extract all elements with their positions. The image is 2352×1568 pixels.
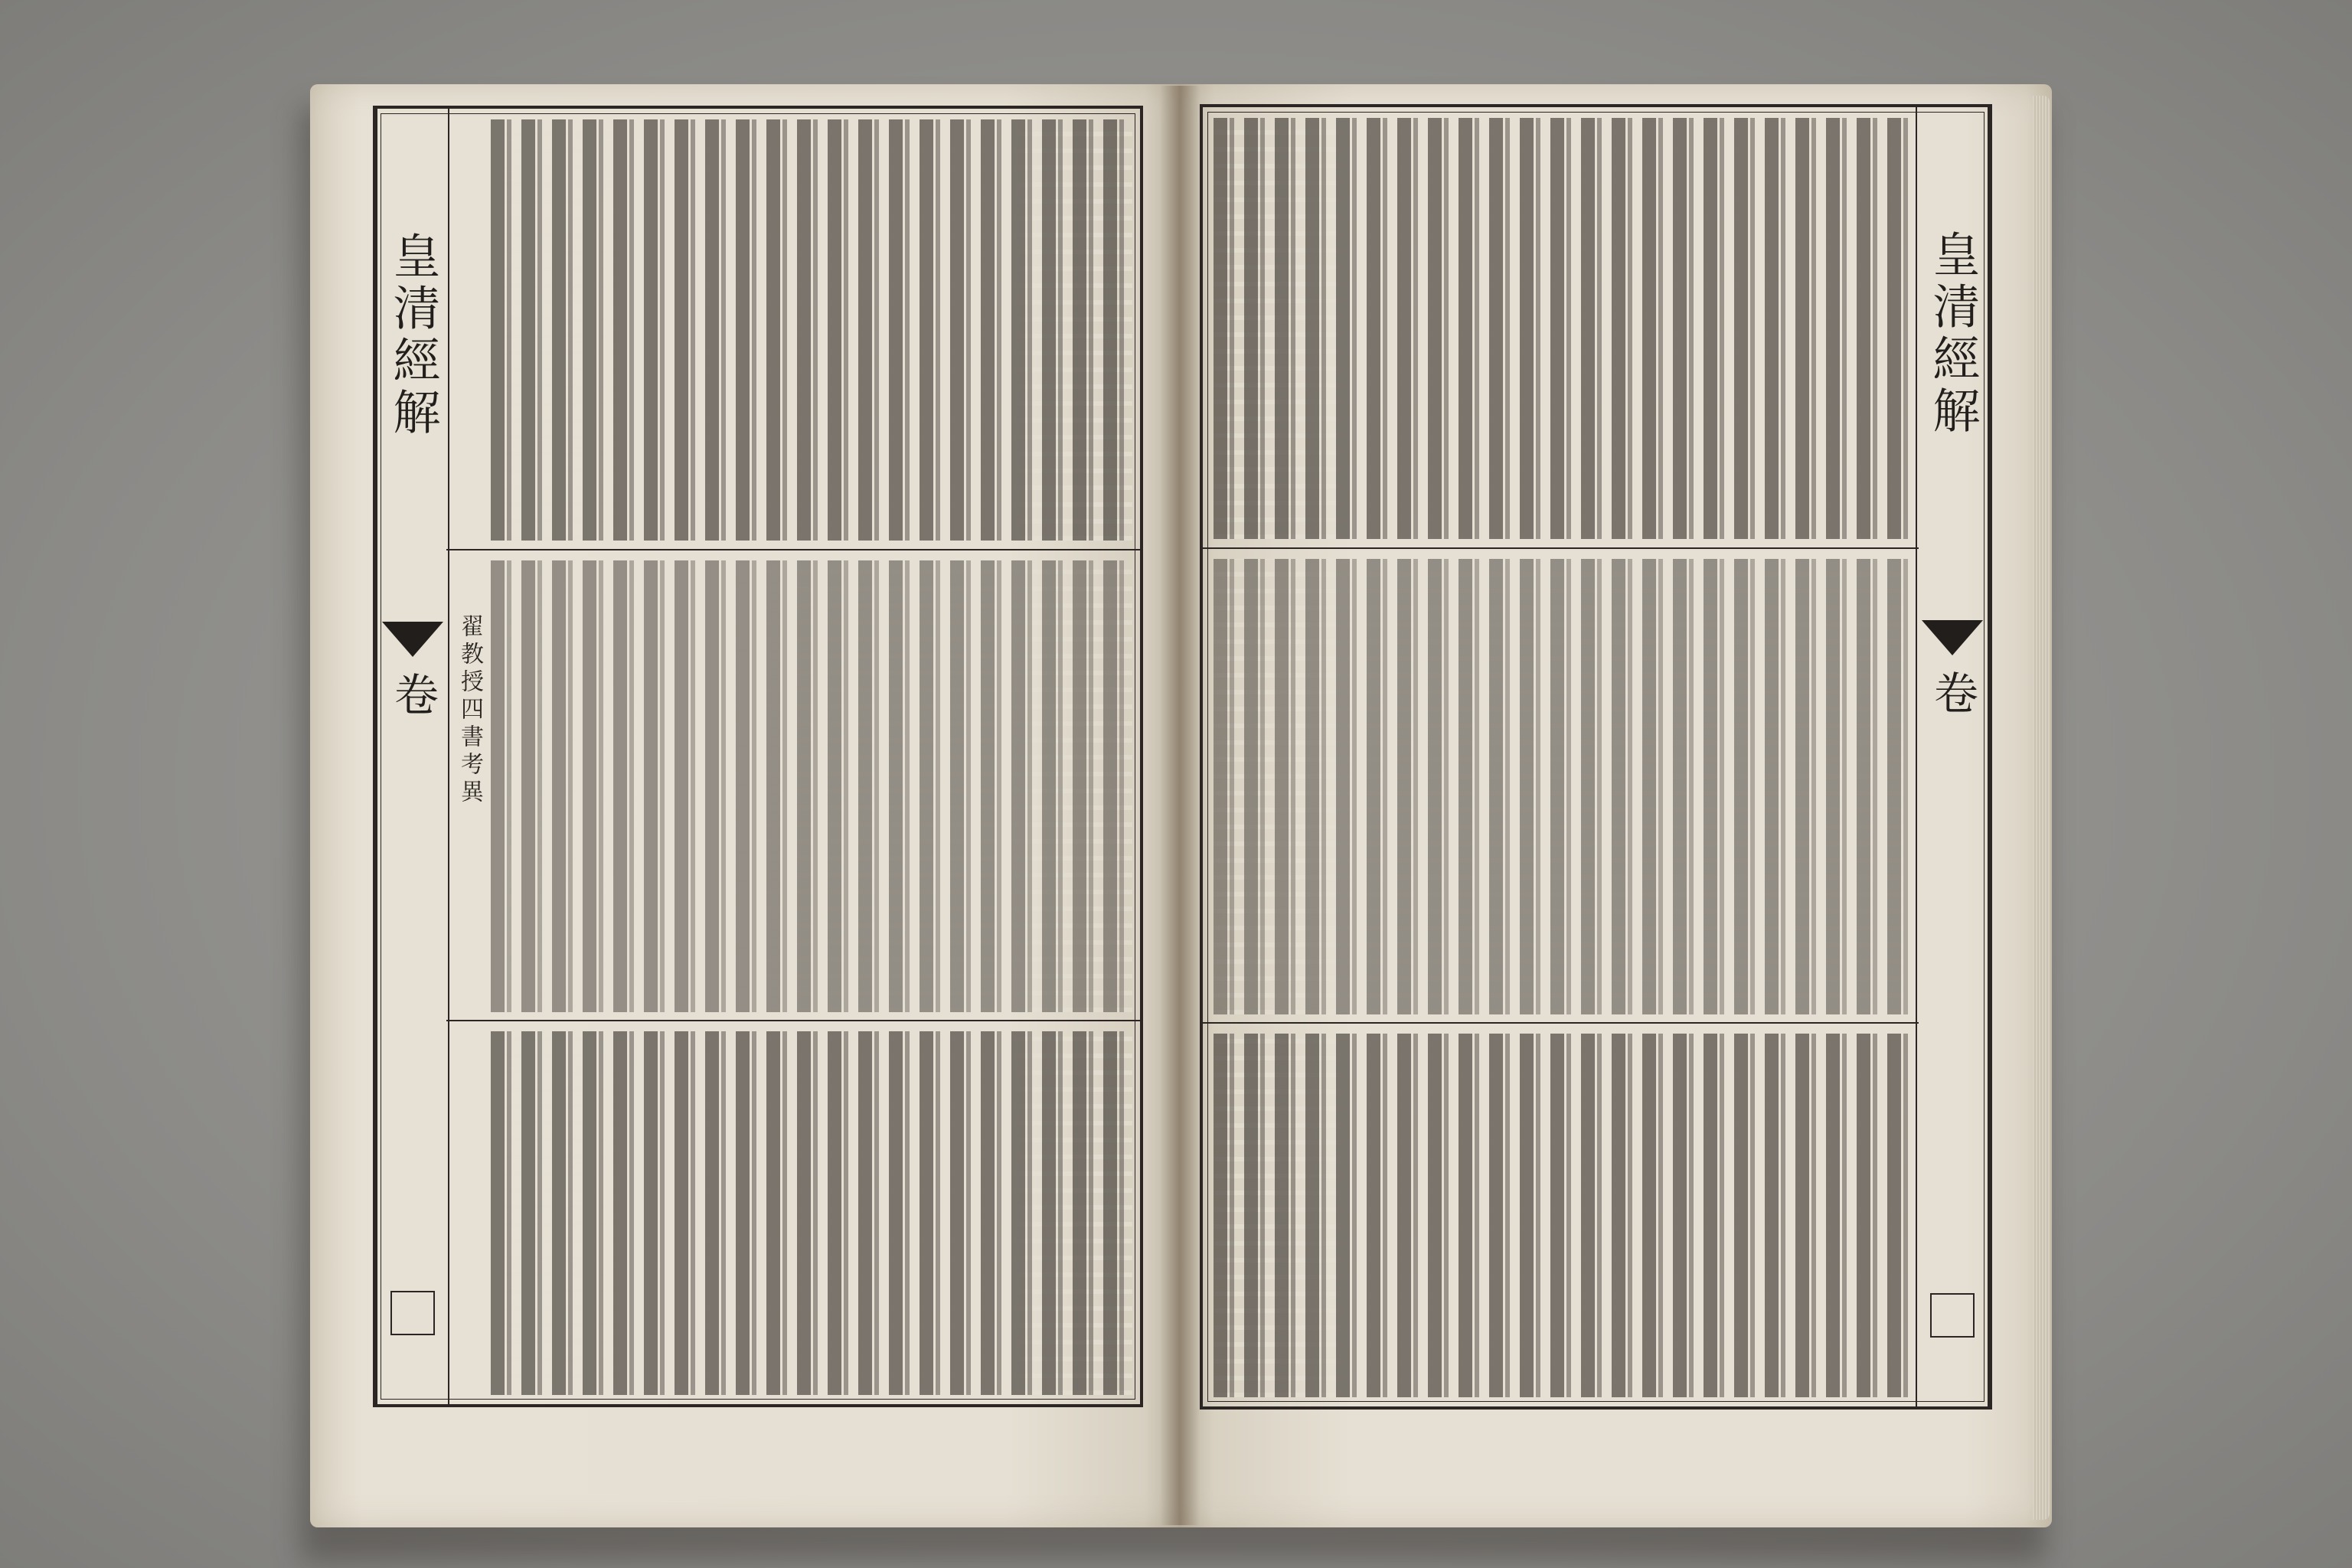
register-divider — [1203, 547, 1919, 549]
text-columns-block — [491, 1031, 1132, 1395]
right-page-frame — [1200, 104, 1992, 1410]
right-spine-title: 皇清經解 — [1925, 230, 1981, 438]
page-edges — [2033, 96, 2050, 1520]
fish-tail-mark-icon — [1922, 620, 1983, 655]
text-columns-block — [491, 560, 1132, 1012]
left-running-title: 翟教授四書考異 — [456, 614, 483, 807]
left-page-frame — [373, 106, 1143, 1407]
register-divider — [1203, 1022, 1919, 1024]
book-gutter — [1160, 86, 1200, 1525]
text-columns-block — [1214, 118, 1909, 539]
left-spine — [376, 109, 449, 1404]
right-page-number-box — [1930, 1293, 1975, 1338]
text-columns-block — [1214, 1034, 1909, 1397]
register-divider — [446, 1020, 1140, 1021]
fish-tail-mark-icon — [382, 622, 443, 657]
left-spine-title: 皇清經解 — [385, 231, 441, 439]
register-divider — [446, 549, 1140, 550]
left-spine-volume: 卷 — [387, 671, 439, 719]
text-columns-block — [1214, 559, 1909, 1014]
left-page-number-box — [390, 1291, 435, 1335]
text-columns-block — [491, 119, 1132, 541]
right-spine — [1916, 107, 1989, 1406]
right-spine-volume: 卷 — [1926, 670, 1978, 717]
